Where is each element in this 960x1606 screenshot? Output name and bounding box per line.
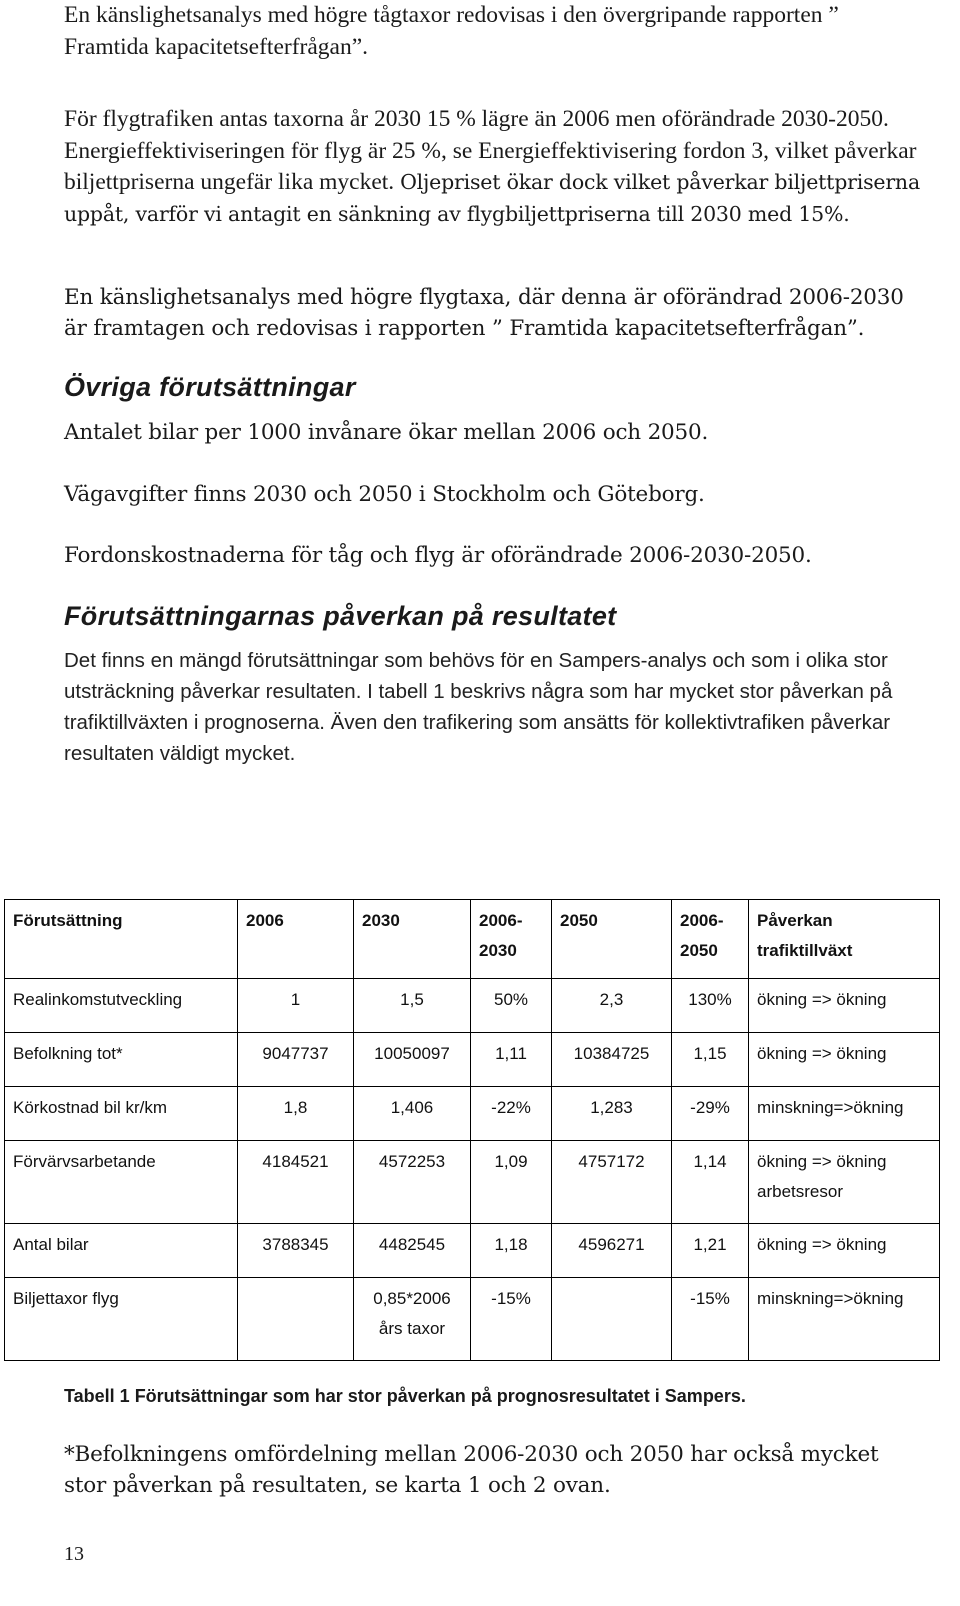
table-cell: 10384725: [552, 1033, 672, 1087]
heading-ovriga-forutsattningar: Övriga förutsättningar: [64, 372, 356, 402]
table-cell: 1,11: [471, 1033, 552, 1087]
table-cell: 4757172: [552, 1141, 672, 1224]
table-cell: ökning => ökning: [749, 1033, 940, 1087]
table-cell: 1,8: [238, 1087, 354, 1141]
paragraph-air-fares-part2: Oljepriset ökar dock vilket påverkar biljettpriserna uppåt, varför vi antagit en sänkning av flygbiljettpriserna till 2030 med 15%.: [64, 170, 920, 226]
paragraph-train-fares: En känslighetsanalys med högre tågtaxor redovisas i den övergripande rapporten ” Framtida kapacitetsefterfrågan”.: [64, 2, 839, 60]
table-row: [5, 979, 940, 1033]
table-row: [5, 1224, 940, 1278]
footnote-population: *Befolkningens omfördelning mellan 2006-2030 och 2050 har också mycket stor påverkan på resultaten, se karta 1 och 2 ovan.: [64, 1442, 879, 1498]
paragraph-air-fares: [64, 104, 924, 230]
table-header-cell: Förutsättning: [5, 900, 238, 979]
table-cell: Förvärvsarbetande: [5, 1141, 238, 1224]
heading-forutsattningarnas-paverkan: Förutsättningarnas påverkan på resultatet: [64, 601, 617, 631]
table-caption: Tabell 1 Förutsättningar som har stor påverkan på prognosresultatet i Sampers.: [64, 1386, 746, 1406]
table-cell: 1,18: [471, 1224, 552, 1278]
table-cell: 1,09: [471, 1141, 552, 1224]
table-cell: Biljettaxor flyg: [5, 1278, 238, 1361]
table-cell: Befolkning tot*: [5, 1033, 238, 1087]
table-cell: 1,21: [672, 1224, 749, 1278]
table-cell: -15%: [672, 1278, 749, 1361]
table-cell: [552, 1278, 672, 1361]
table-cell: 2,3: [552, 979, 672, 1033]
table-cell: minskning=>ökning: [749, 1278, 940, 1361]
table-cell: 1,406: [354, 1087, 471, 1141]
paragraph-air-fares-part1: För flygtrafiken antas taxorna år 2030 15 % lägre än 2006 men oförändrade 2030-2050. Energieffektiviseringen för flyg är 25 %, se Energieffektivisering fordon 3, vilket påverkar biljettpriserna ungefär lika mycket.: [64, 106, 917, 195]
table-cell: [238, 1278, 354, 1361]
table-row: [5, 1278, 940, 1361]
table-cell: 3788345: [238, 1224, 354, 1278]
table-cell: minskning=>ökning: [749, 1087, 940, 1141]
paragraph-sensitivity-air: En känslighetsanalys med högre flygtaxa, där denna är oförändrad 2006-2030 är framtagen och redovisas i rapporten ” Framtida kapacitetsefterfrågan”.: [64, 285, 904, 341]
table-cell: -29%: [672, 1087, 749, 1141]
table-header-cell: 2006-2050: [672, 900, 749, 979]
table-cell: 1: [238, 979, 354, 1033]
table-cell: 4572253: [354, 1141, 471, 1224]
page-number: 13: [64, 1543, 84, 1565]
table-cell: Realinkomstutveckling: [5, 979, 238, 1033]
table-row: [5, 1141, 940, 1224]
table-header-row: [5, 900, 940, 979]
table-cell: 50%: [471, 979, 552, 1033]
table-cell: 130%: [672, 979, 749, 1033]
table-cell: -22%: [471, 1087, 552, 1141]
table-cell: 9047737: [238, 1033, 354, 1087]
table-cell: 1,5: [354, 979, 471, 1033]
line-cars-per-capita: Antalet bilar per 1000 invånare ökar mellan 2006 och 2050.: [64, 420, 709, 445]
line-road-tolls: Vägavgifter finns 2030 och 2050 i Stockholm och Göteborg.: [64, 482, 705, 507]
table-cell: 4596271: [552, 1224, 672, 1278]
assumptions-table: [4, 899, 940, 1361]
table-header-cell: Påverkan trafiktillväxt: [749, 900, 940, 979]
table-cell: -15%: [471, 1278, 552, 1361]
table-cell: 0,85*2006 års taxor: [354, 1278, 471, 1361]
table-cell: Körkostnad bil kr/km: [5, 1087, 238, 1141]
table-header-cell: 2006: [238, 900, 354, 979]
table-cell: 4482545: [354, 1224, 471, 1278]
table-cell: ökning => ökning: [749, 979, 940, 1033]
table-cell: ökning => ökning: [749, 1224, 940, 1278]
paragraph-sampers-analysis: Det finns en mängd förutsättningar som behövs för en Sampers-analys och som i olika stor utsträckning påverkar resultaten. I tabell 1 beskrivs några som har mycket stor påverkan på trafiktillväxten i prognoserna. Även den trafikering som ansätts för kollektivtrafiken påverkar resultaten väldigt mycket.: [64, 649, 893, 765]
table-cell: 1,15: [672, 1033, 749, 1087]
table-cell: Antal bilar: [5, 1224, 238, 1278]
table-cell: 10050097: [354, 1033, 471, 1087]
table-row: [5, 1033, 940, 1087]
table-cell: 1,14: [672, 1141, 749, 1224]
table-header-cell: 2006-2030: [471, 900, 552, 979]
table-row: [5, 1087, 940, 1141]
table-header-cell: 2030: [354, 900, 471, 979]
table-cell: 1,283: [552, 1087, 672, 1141]
table-header-cell: 2050: [552, 900, 672, 979]
table-cell: ökning => ökning arbetsresor: [749, 1141, 940, 1224]
line-vehicle-costs: Fordonskostnaderna för tåg och flyg är oförändrade 2006-2030-2050.: [64, 543, 812, 568]
table-cell: 4184521: [238, 1141, 354, 1224]
